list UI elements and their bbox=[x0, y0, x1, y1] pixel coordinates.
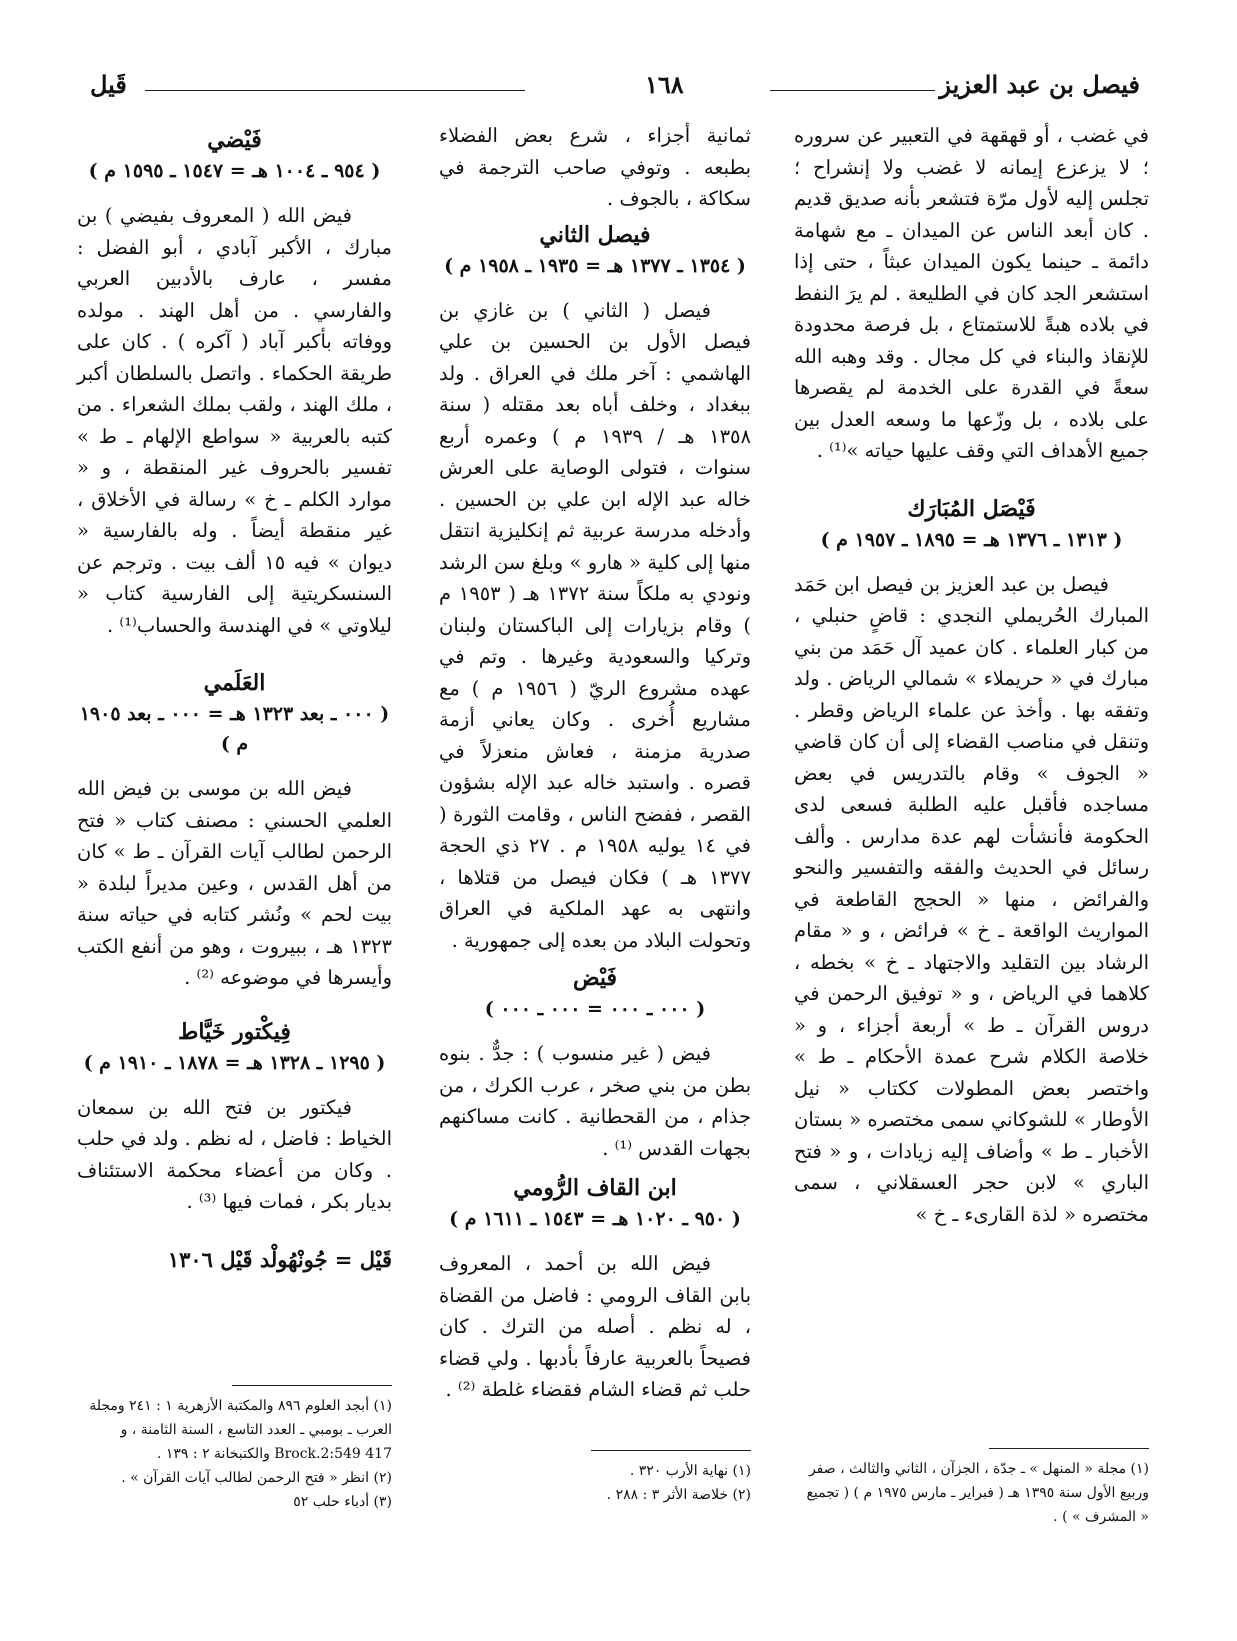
entry-dates-ibn-al-qaf: ( ٩٥٠ ـ ١٠٢٠ هـ = ١٥٤٣ ـ ١٦١١ م ) bbox=[449, 1208, 741, 1230]
entry-title-faydi: فَيْضي bbox=[207, 127, 262, 153]
footnote: (٣) أدباء حلب ٥٢ bbox=[293, 1494, 392, 1510]
entry-title-fayd: فَيْض bbox=[572, 965, 618, 991]
entry-title-faisal-ii: فيصل الثاني bbox=[539, 221, 651, 248]
running-head-left: قَيل bbox=[90, 70, 127, 99]
entry-dates-alalami: ( ٠٠٠ ـ بعد ١٣٢٣ هـ = ٠٠٠ ـ بعد ١٩٠٥ م ) bbox=[79, 703, 390, 755]
entry-dates-victor-khayyat: ( ١٢٩٥ ـ ١٣٢٨ هـ = ١٨٧٨ ـ ١٩١٠ م ) bbox=[83, 1051, 386, 1074]
column-left bbox=[77, 120, 392, 1275]
footnote-rule bbox=[989, 1448, 1149, 1449]
page-header bbox=[90, 70, 1140, 110]
footnote: (١) أبجد العلوم ٨٩٦ والمكتبة الأزهرية ١ : ٢٤١ ومجلة العرب ـ بومبي ـ العدد التاسع ، السنة الثامنة ، و Brock.2:549 417 والكتبخانة ٢ : ١٣٩ . bbox=[89, 1398, 392, 1462]
header-rule-right bbox=[770, 90, 935, 91]
entry-text-fayd: فيض ( غير منسوب ) : جدٌّ . بنوه بطن من بني صخر ، عرب الكرك ، من جذام ، من القحطانية . كانت مساكنهم بجهات القدس ⁽¹⁾ . bbox=[439, 1042, 751, 1160]
entry-text-ibn-al-qaf: فيض الله بن أحمد ، المعروف بابن القاف الرومي : فاضل من القضاة ، له نظم . أصله من الترك . كان فصيحاً بالعربية عارفاً بأدبها . ولي قضاء حلب ثم قضاء الشام فقضاء غلطة ⁽²⁾ . bbox=[439, 1252, 751, 1401]
entry-title-ibn-al-qaf: ابن القاف الرُّومي bbox=[513, 1175, 677, 1201]
entry-text-victor-khayyat: فيكتور بن فتح الله بن سمعان الخياط : فاضل ، له نظم . ولد في حلب . وكان من أعضاء محكمة الاستئناف بديار بكر ، فمات فيها ⁽³⁾ . bbox=[77, 1095, 392, 1213]
footnotes-left bbox=[77, 1385, 392, 1514]
entry-text-faydi: فيض الله ( المعروف بفيضي ) بن مبارك ، الأكبر آبادي ، أبو الفضل : مفسر ، عارف بالأدبين العربي والفارسي . من أهل الهند . مولده ووفاته بأكبر آباد ( آكره ) . كان على طريقة الحكماء . واتصل بالسلطان أكبر ، ملك الهند ، ولقب بملك الشعراء . من كتبه بالعربية « سواطع الإلهام ـ ط » تفسير بالحروف غير المنقطة ، و « موارد الكلم ـ خ » رسالة في الأخلاق ، غير منقطة أيضاً . وله بالفارسية « ديوان » فيه ١٥ ألف بيت . وترجم عن السنسكريتية إلى الفارسية كتاب « ليلاوتي » في الهندسة والحساب⁽¹⁾ . bbox=[77, 204, 392, 637]
entry-title-alalami: العَلَمي bbox=[203, 670, 266, 696]
entry-title-victor-khayyat: فِيكْتور خَيَّاط bbox=[178, 1018, 291, 1045]
footnote-rule bbox=[591, 1450, 751, 1451]
footnote: (١) مجلة « المنهل » ـ جدّة ، الجزآن ، الثاني والثالث ، صفر وربيع الأول سنة ١٣٩٥ هـ ( فبراير ـ مارس ١٩٧٥ م ) ( تجميع « المشرف » ) . bbox=[806, 1461, 1149, 1525]
footnote: (٢) انظر « فتح الرحمن لطالب آيات القرآن » . bbox=[121, 1470, 392, 1486]
column-middle bbox=[439, 120, 751, 1406]
footnotes-right bbox=[794, 1448, 1149, 1529]
entry-dates-faydi: ( ٩٥٤ ـ ١٠٠٤ هـ = ١٥٤٧ ـ ١٥٩٥ م ) bbox=[88, 160, 381, 182]
footnote: (٢) خلاصة الأثر ٣ : ٢٨٨ . bbox=[606, 1487, 751, 1503]
header-rule-left bbox=[145, 90, 525, 91]
cross-reference: قَيْل = جُونْهُولْد قَيْل ١٣٠٦ bbox=[167, 1246, 392, 1272]
continued-paragraph: في غضب ، أو قهقهة في التعبير عن سروره ؛ لا يزعزع إيمانه لا غضب ولا إنشراح ؛ تجلس إليه لأول مرّة فتشعر بأنه صديق قديم . كان أبعد الناس عن الميدان ـ مع شهامة دائمة ـ حينما يكون الميدان عبثاً ، حتى إذا استشعر الجد كان في الطليعة . لم يرَ النفط في بلاده هبةً للاستمتاع ، بل فرصة محدودة للإنقاذ والبناء في كل مجال . وقد وهبه الله سعةً في القدرة على الخدمة لم يقصرها على بلاده ، بل وزّعها ما وسعه العدل بين جميع الأهداف التي وقف عليها حياته »⁽¹⁾ . bbox=[794, 124, 1150, 462]
entry-dates-faisal-ii: ( ١٣٥٤ ـ ١٣٧٧ هـ = ١٩٣٥ ـ ١٩٥٨ م ) bbox=[444, 254, 746, 277]
page-number: ١٦٨ bbox=[645, 70, 684, 99]
entry-dates-faisal-mubarak: ( ١٣١٣ ـ ١٣٧٦ هـ = ١٨٩٥ ـ ١٩٥٧ م ) bbox=[820, 528, 1123, 551]
footnote: (١) نهاية الأرب ٣٢٠ . bbox=[629, 1463, 751, 1479]
footnote-rule bbox=[232, 1385, 392, 1386]
column-right bbox=[794, 120, 1149, 1230]
entry-text-alalami: فيض الله بن موسى بن فيض الله العلمي الحسني : مصنف كتاب « فتح الرحمن لطالب آيات القرآن ـ ط » كان من أهل القدس ، وعين مديراً لبلدة « بيت لحم » ونُشر كتابه في حياته سنة ١٣٢٣ هـ ، ببيروت ، وهو من أنفع الكتب وأيسرها في موضوعه ⁽²⁾ . bbox=[77, 777, 392, 989]
entry-dates-fayd: ( ٠٠٠ ـ ٠٠٠ = ٠٠٠ ـ ٠٠٠ ) bbox=[484, 998, 706, 1020]
entry-text-faisal-ii: فيصل ( الثاني ) بن غازي بن فيصل الأول بن الحسين بن علي الهاشمي : آخر ملك في العراق . ولد ببغداد ، وخلف أباه بعد مقتله ( سنة ١٣٥٨ هـ / ١٩٣٩ م ) وعمره أربع سنوات ، فتولى الوصاية على العرش خاله عبد الإله ابن علي بن الحسين . وأدخله مدرسة عربية ثم إنكليزية انتقل منها إلى كلية « هارو » وبلغ سن الرشد ونودي به ملكاً سنة ١٣٧٢ هـ ( ١٩٥٣ م ) وقام بزيارات إلى الباكستان ولبنان وتركيا والسعودية وغيرها . وتم في عهده مشروع الريّ ( ١٩٥٦ م ) مع مشاريع أُخرى . وكان يعاني أزمة صدرية مزمنة ، فعاش منعزلاً في قصره . واستبد خاله عبد الإله بشؤون القصر ، ففضح الناس ، وقامت الثورة ( في ١٤ يوليه ١٩٥٨ م . ٢٧ ذي الحجة ١٣٧٧ هـ ) فكان فيصل من قتلاها ، وانتهى به عهد الملكية في العراق وتحولت البلاد من بعده إلى جمهورية . bbox=[439, 298, 751, 952]
entry-title-faisal-mubarak: فَيْصَل المُبَارَك bbox=[907, 495, 1036, 522]
continued-paragraph: ثمانية أجزاء ، شرع بعض الفضلاء بطبعه . وتوفي صاحب الترجمة في سكاكة ، بالجوف . bbox=[439, 124, 751, 210]
footnotes-middle bbox=[439, 1450, 751, 1507]
running-head-right: فيصل بن عبد العزيز bbox=[939, 70, 1140, 99]
entry-text-faisal-mubarak: فيصل بن عبد العزيز بن فيصل ابن حَمَد المبارك الحُريملي النجدي : قاضٍ حنبلي ، من كبار العلماء . كان عميد آل حَمَد من بني مبارك في « حريملاء » شمالي الرياض . ولد وتفقه بها . وأخذ عن علماء الرياض وقطر . وتنقل في مناصب القضاء إلى أن كان قاضي « الجوف » وقام بالتدريس في بعض مساجده فأقبل عليه الطلبة فسعى لدى الحكومة فأنشأت لهم عدة مدارس . وألف رسائل في الحديث والفقه والتفسير والنحو والفرائض ، منها « الحجج القاطعة في المواريث الواقعة ـ خ » فرائض ، و « مقام الرشاد بين التقليد والاجتهاد ـ خ » بخطه ، كلاهما في الرياض ، و « توفيق الرحمن في دروس القرآن ـ ط » أربعة أجزاء ، و « خلاصة الكلام شرح عمدة الأحكام ـ ط » واختصر بعض المطولات ككتاب « نيل الأوطار » للشوكاني سمى مختصره « بستان الأخبار ـ ط » وأضاف إليه زيادات ، و « فتح الباري » لابن حجر العسقلاني ، سمى مختصره « لذة القارىء ـ خ » bbox=[794, 572, 1149, 1226]
